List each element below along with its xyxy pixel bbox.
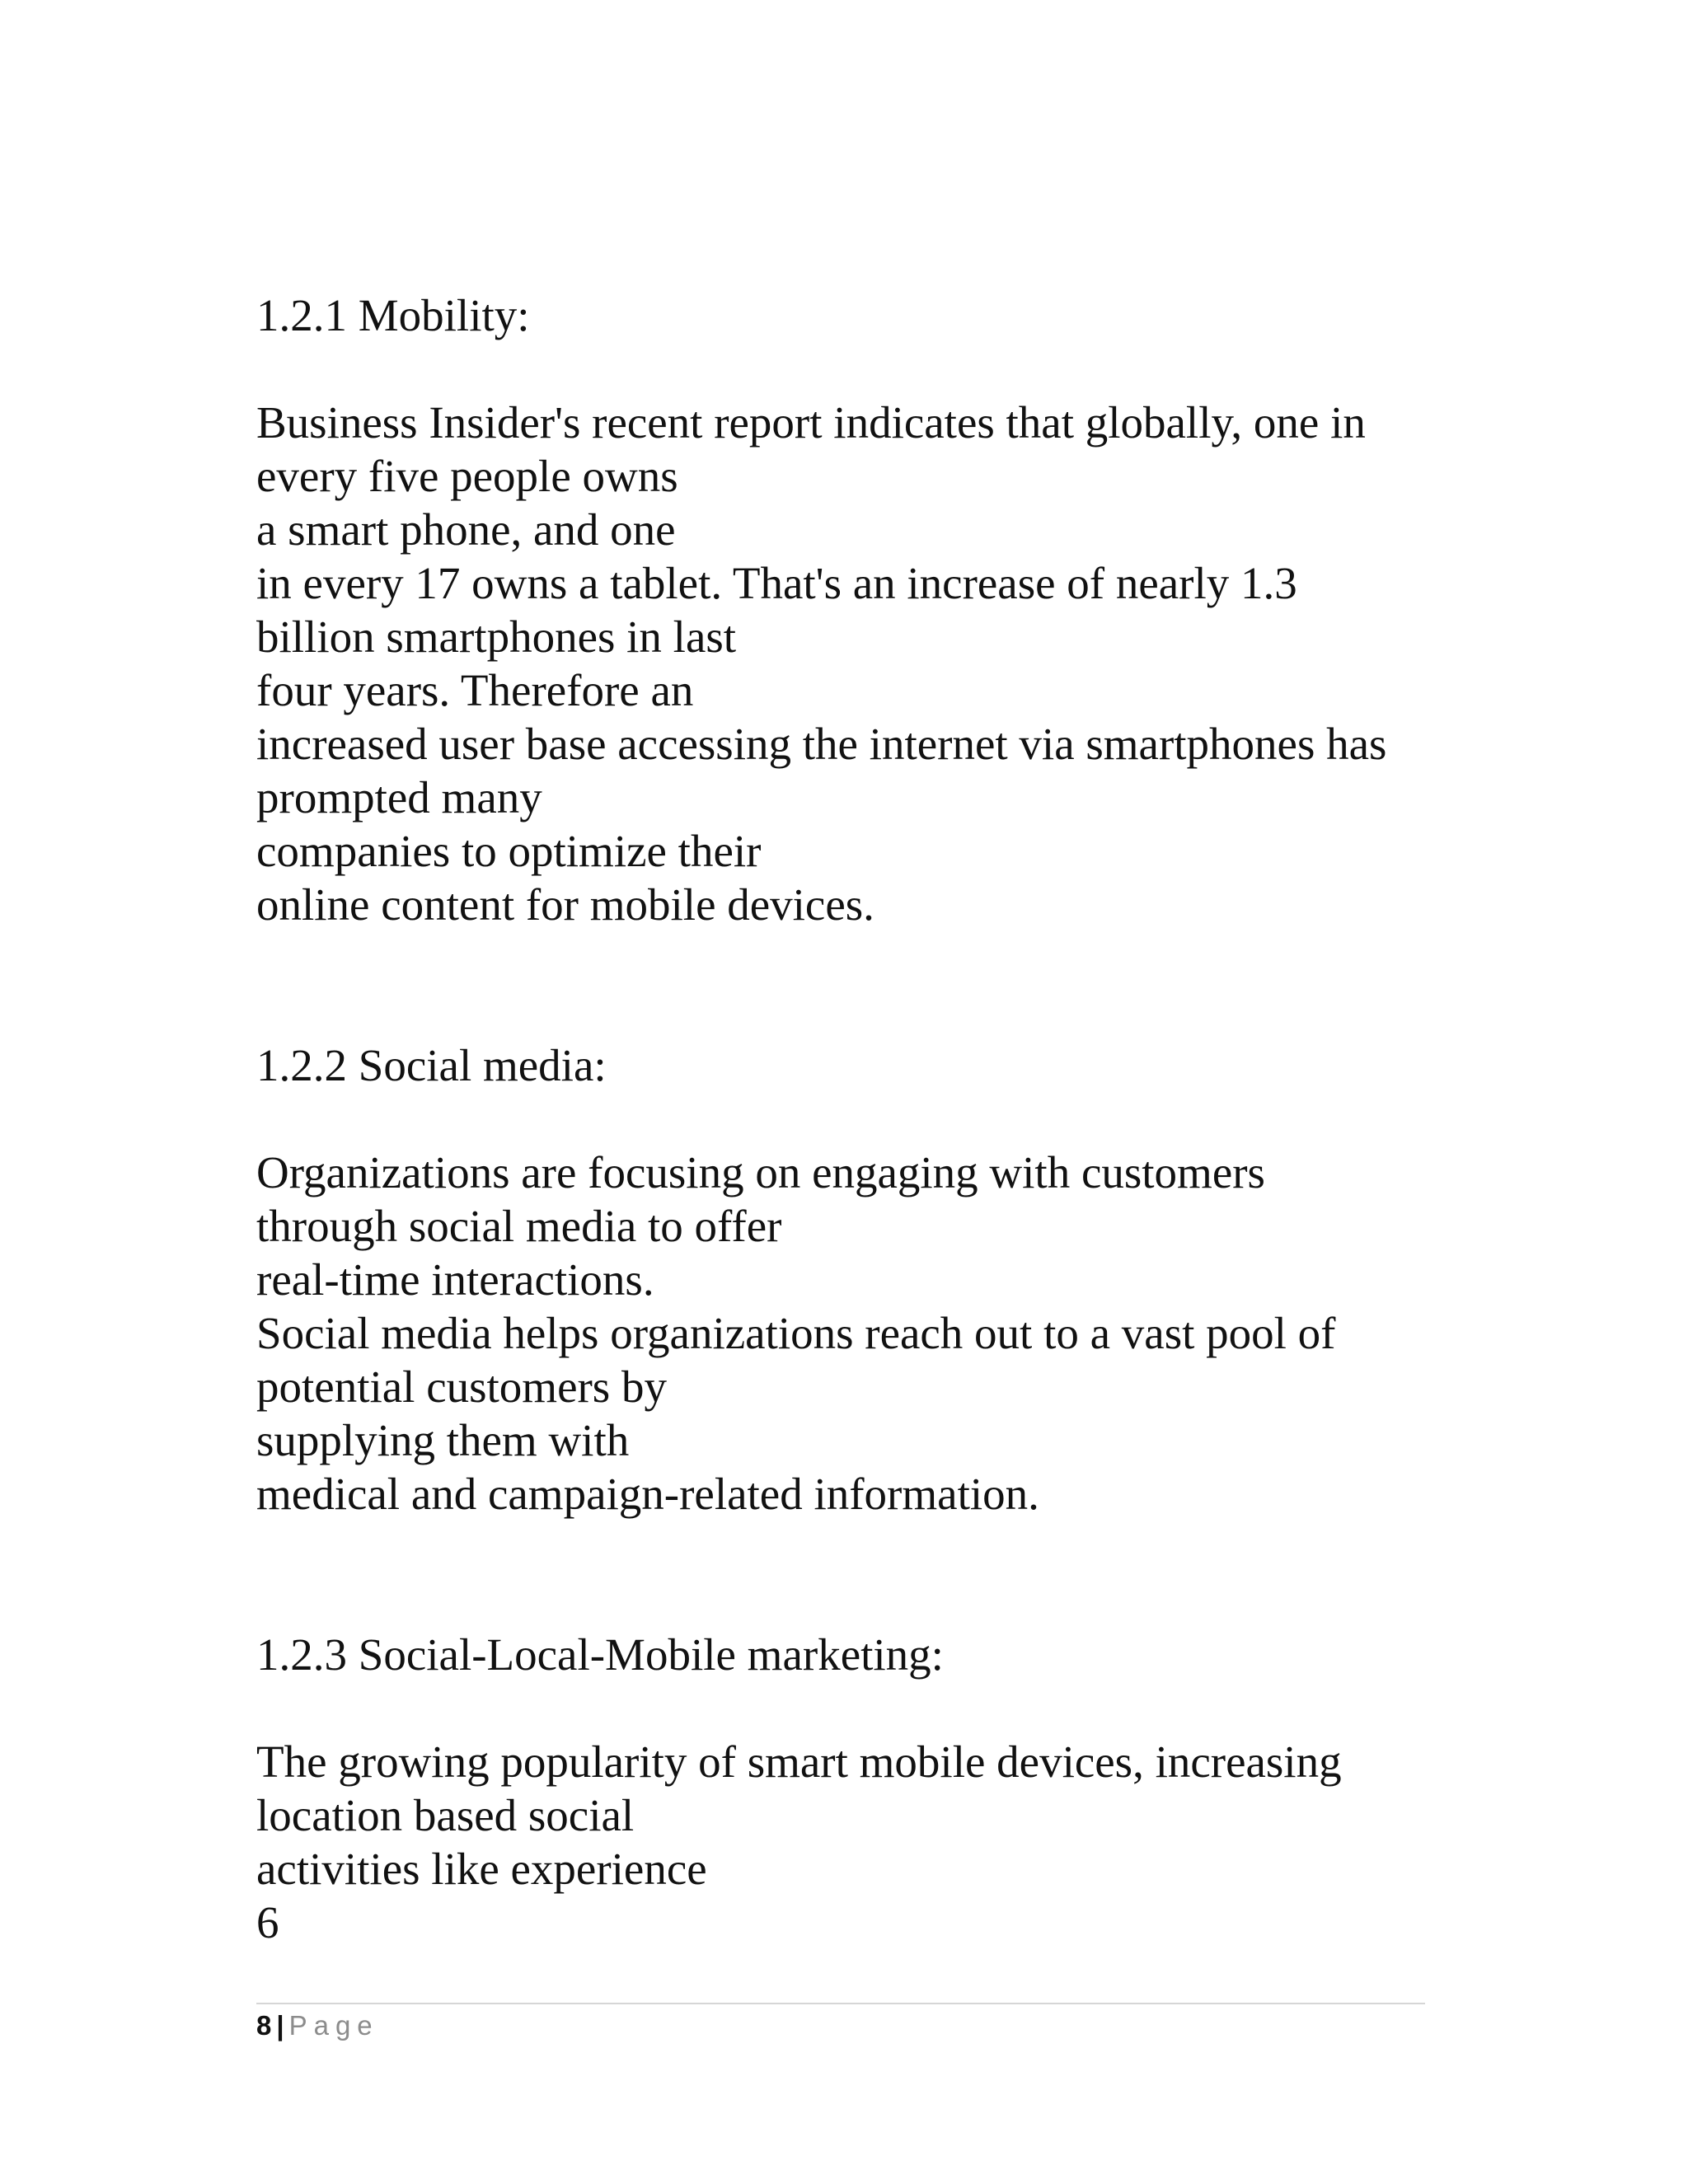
text-line: potential customers by — [256, 1361, 667, 1412]
text-line: activities like experience — [256, 1844, 707, 1894]
text-line: The growing popularity of smart mobile devices, increasing — [256, 1736, 1342, 1787]
text-line: increased user base accessing the internet via smartphones has — [256, 719, 1387, 769]
text-line: medical and campaign-related information. — [256, 1469, 1039, 1519]
section-social-media — [256, 1038, 1435, 1521]
section-paragraph — [256, 396, 1435, 931]
section-heading: 1.2.3 Social-Local-Mobile marketing: — [256, 1629, 944, 1680]
text-line: online content for mobile devices. — [256, 879, 874, 930]
section-paragraph — [256, 1735, 1435, 1949]
text-line: through social media to offer — [256, 1201, 782, 1251]
section-mobility — [256, 288, 1435, 931]
section-paragraph — [256, 1146, 1435, 1521]
text-line: location based social — [256, 1790, 635, 1840]
text-line: companies to optimize their — [256, 826, 762, 876]
footer-separator: | — [276, 2010, 284, 2041]
text-line: a smart phone, and one — [256, 504, 676, 555]
page-body — [256, 288, 1435, 1949]
text-line: real-time interactions. — [256, 1254, 654, 1305]
section-solomo-marketing — [256, 1628, 1435, 1949]
text-line: in every 17 owns a tablet. That's an increase of nearly 1.3 — [256, 558, 1297, 608]
text-line: four years. Therefore an — [256, 665, 694, 715]
text-line: billion smartphones in last — [256, 612, 737, 662]
text-line: Organizations are focusing on engaging with customers — [256, 1147, 1265, 1197]
page-footer — [256, 2008, 379, 2044]
footer-divider — [256, 2003, 1425, 2004]
text-line: every five people owns — [256, 451, 678, 501]
text-line: supplying them with — [256, 1415, 630, 1465]
text-line: Business Insider's recent report indicates that globally, one in — [256, 397, 1366, 448]
page-label: Page — [288, 2010, 379, 2041]
section-heading: 1.2.1 Mobility: — [256, 290, 530, 340]
page-number: 8 — [256, 2010, 272, 2041]
text-line: prompted many — [256, 772, 542, 823]
text-line: 6 — [256, 1897, 279, 1947]
section-heading: 1.2.2 Social media: — [256, 1040, 607, 1090]
text-line: Social media helps organizations reach out to a vast pool of — [256, 1308, 1336, 1358]
